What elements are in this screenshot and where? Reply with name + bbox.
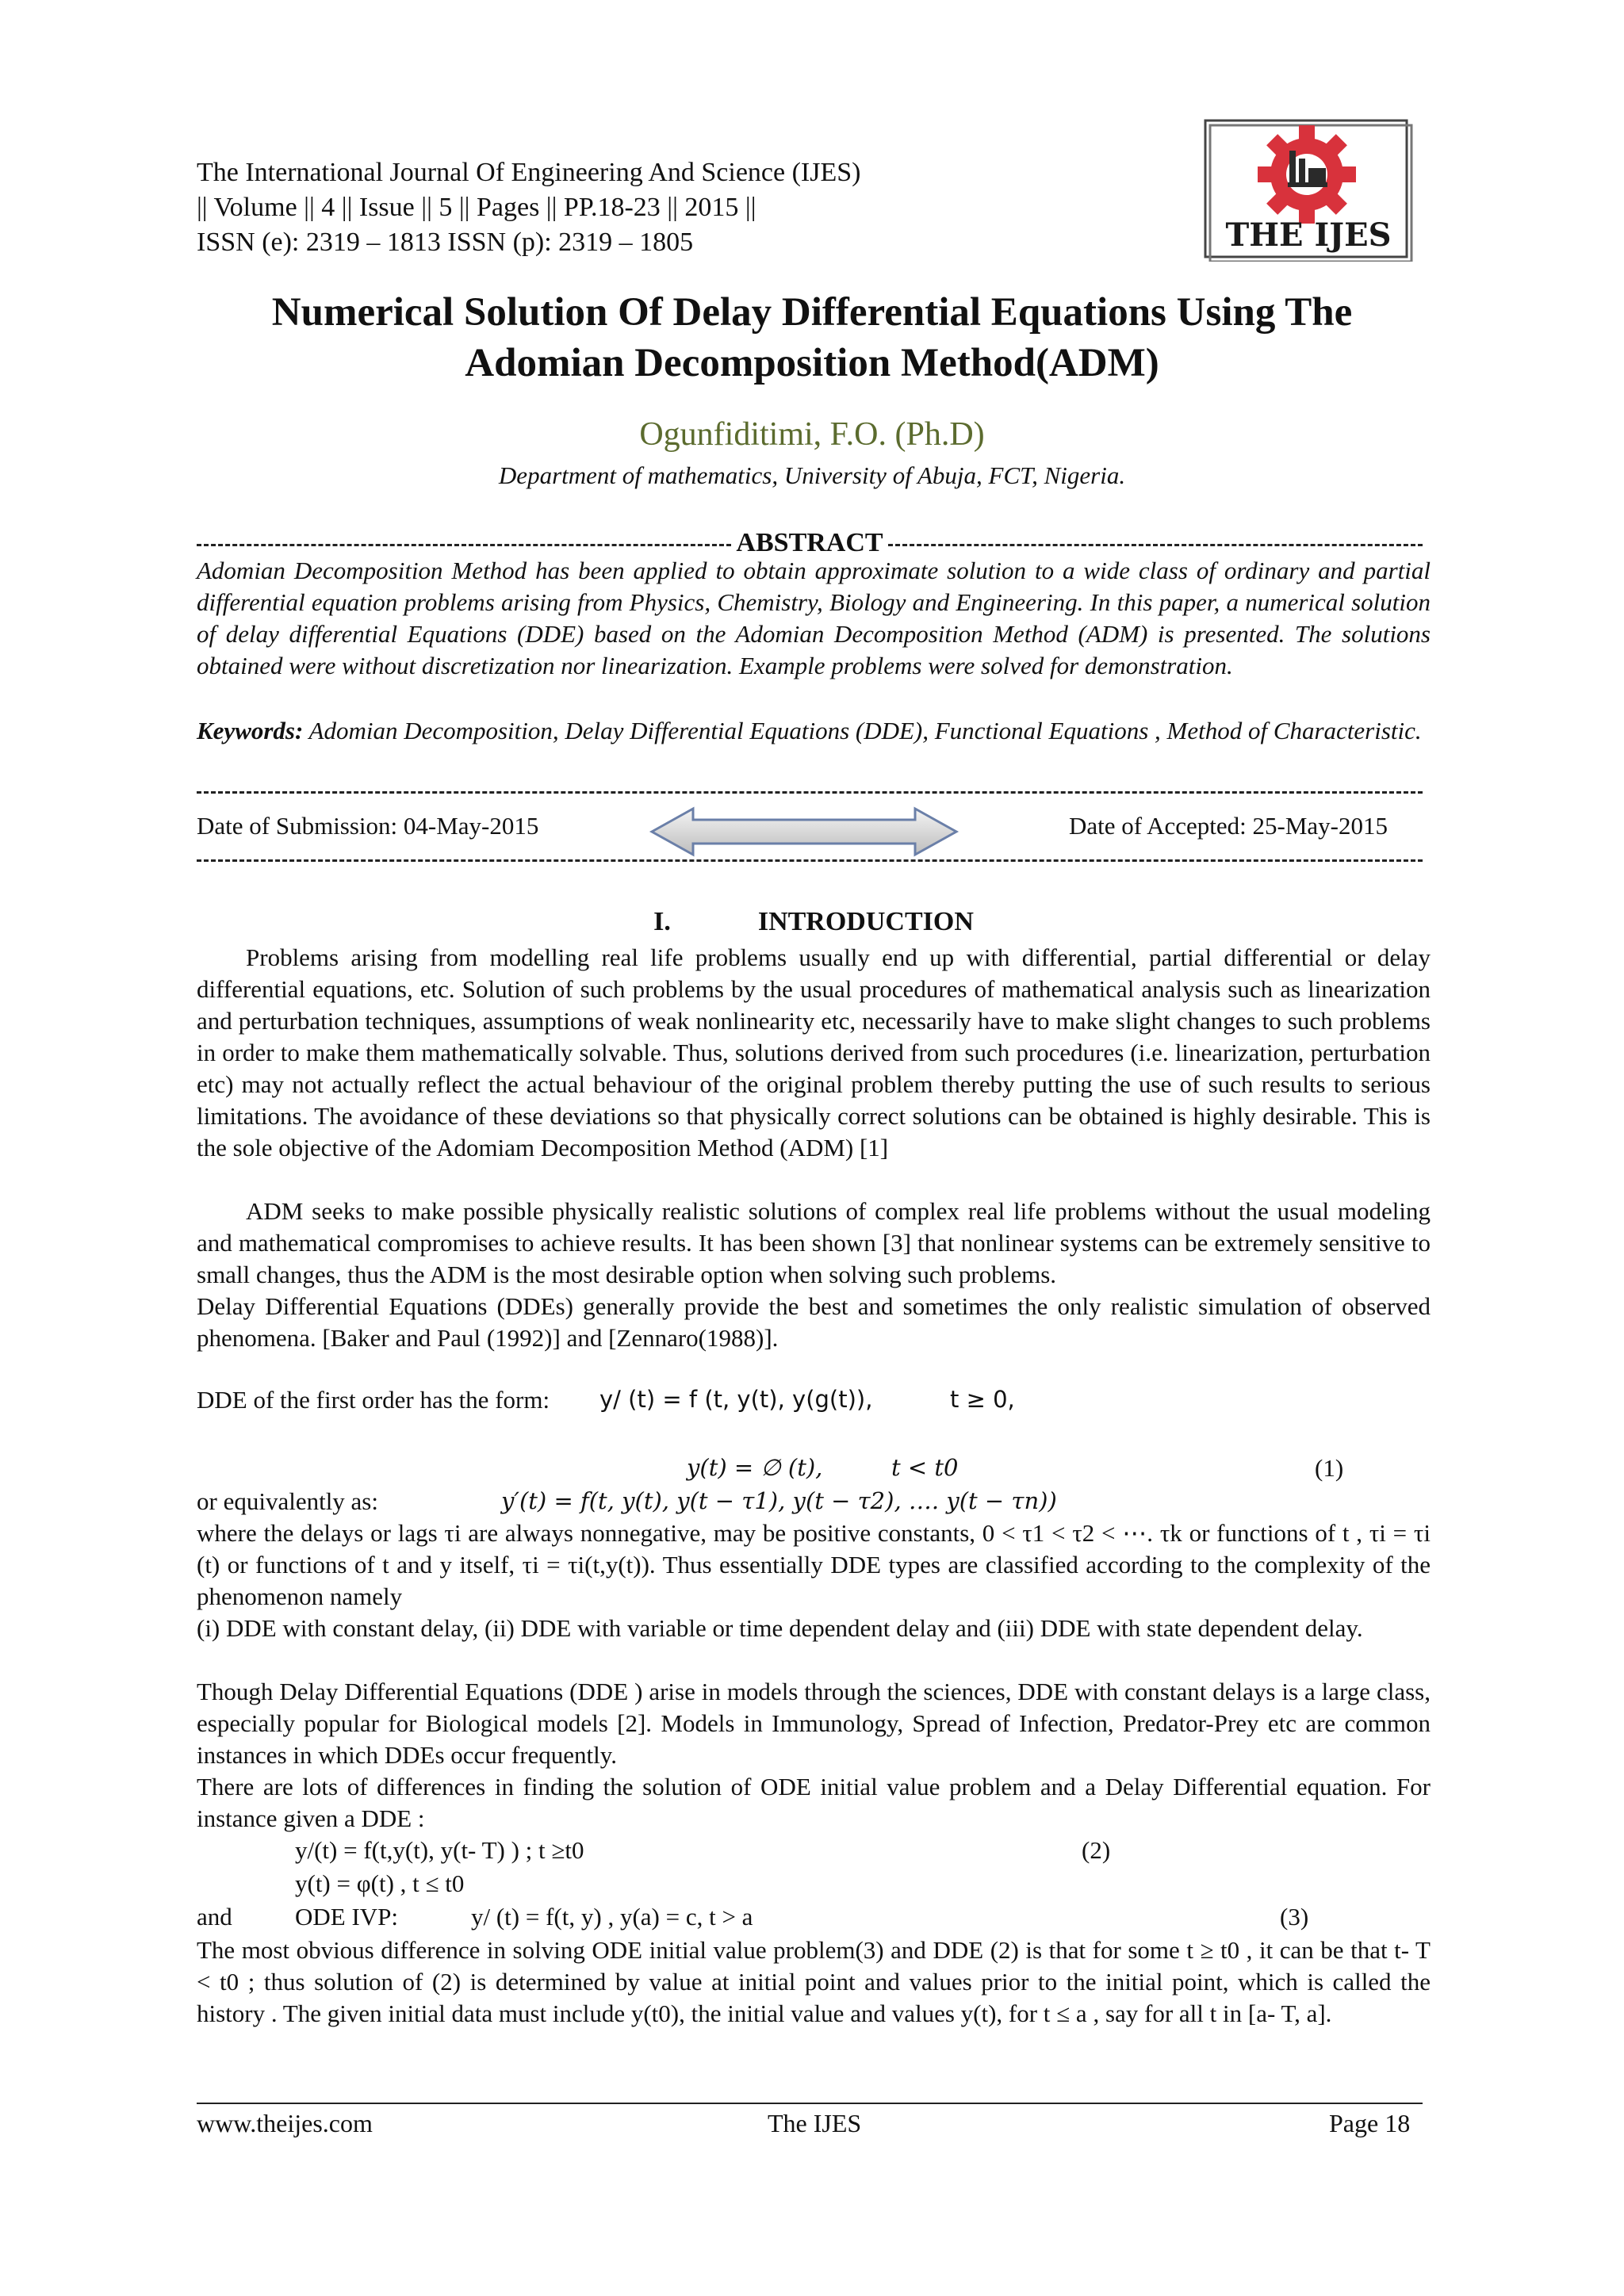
footer-journal: The IJES — [768, 2109, 862, 2137]
equation-1-number: (1) — [1315, 1454, 1344, 1482]
divider — [197, 859, 1423, 862]
intro-paragraph-3: Delay Differential Equations (DDEs) generally provide the best and sometimes the only realistic simulation of observed phenomena. [Baker and Paul (1992)] and [Zennaro(1988)]. — [197, 1292, 1431, 1352]
journal-name: The International Journal Of Engineering And Science (IJES) — [197, 158, 861, 187]
intro-paragraph-8: The most obvious difference in solving ODE initial value problem(3) and DDE (2) is that for some t ≥ t0 , it can be that t- T < t0 ; thus solution of (2) is determined by value at initial point and values prior to the initial point, which is called the history . The given initial data must include y(t0), the initial value and values y(t), for t ≤ a , say for all t in [a- T, a]. — [197, 1936, 1431, 2027]
equation-2a: y/(t) = f(t,y(t), y(t- T) ) ; t ≥t0 — [295, 1836, 584, 1864]
journal-header — [197, 155, 1148, 260]
equation-1: y(t) = ∅ (t), — [687, 1454, 823, 1481]
intro-paragraph-4: where the delays or lags τi are always nonnegative, may be positive constants, 0 < τ1 < τ2 < ⋯. τk or functions of t , τi = τi (t) or functions of t and y itself, τi = τi(t,y(t)). Thus essentially DDE types are classified according to the complexity of the phenomenon namely — [197, 1519, 1431, 1610]
equation-3-and: and — [197, 1903, 232, 1931]
author-name: Ogunfiditimi, F.O. (Ph.D) — [639, 416, 985, 453]
accepted-date: Date of Accepted: 25-May-2015 — [1069, 812, 1388, 840]
submission-date: Date of Submission: 04-May-2015 — [197, 812, 539, 840]
paper-title — [174, 287, 1450, 388]
equation-2b: y(t) = φ(t) , t ≤ t0 — [295, 1869, 465, 1897]
intro-paragraph-1: Problems arising from modelling real life problems usually end up with differential, partial differential or delay differential equations, etc. Solution of such problems by the usual procedures of mathematical analysis such as linearization and perturbation techniques, assumptions of weak nonlinearity etc, necessarily have to make slight changes to such problems in order to make them mathematically solvable. Thus, solutions derived from such procedures (i.e. linearization, perturbation etc) may not actually reflect the actual behaviour of the original problem thereby putting the use of such results to serious limitations. The avoidance of these deviations so that physically correct solutions can be obtained is highly desirable. This is the sole objective of the Adomiam Decomposition Method (ADM) [1] — [197, 943, 1431, 1161]
journal-logo — [1204, 119, 1413, 262]
equation-2-number: (2) — [1082, 1836, 1111, 1864]
section-number: I. — [653, 907, 671, 936]
intro-paragraph-5: (i) DDE with constant delay, (ii) DDE with variable or time dependent delay and (iii) DDE with state dependent delay. — [197, 1614, 1363, 1642]
dde-form-label: DDE of the first order has the form: — [197, 1386, 550, 1414]
intro-paragraph-7: There are lots of differences in finding the solution of ODE initial value problem and a Delay Differential equation. For instance given a DDE : — [197, 1773, 1431, 1832]
volume-info: || Volume || 4 || Issue || 5 || Pages || PP.18-23 || 2015 || — [197, 193, 756, 222]
title-line-2: Adomian Decomposition Method(ADM) — [465, 341, 1159, 385]
abstract-heading: ABSTRACT — [736, 528, 883, 557]
page-number: Page 18 — [1329, 2109, 1411, 2137]
intro-paragraph-6: Though Delay Differential Equations (DDE ) arise in models through the sciences, DDE with constant delays is a large class, especially popular for Biological models [2]. Models in Immunology, Spread of Infection, Predator-Prey etc are common instances in which DDEs occur frequently. — [197, 1678, 1431, 1769]
issn-info: ISSN (e): 2319 – 1813 ISSN (p): 2319 – 1805 — [197, 228, 694, 257]
equation-1-condition: t < t0 — [891, 1454, 959, 1481]
intro-paragraph-2: ADM seeks to make possible physically realistic solutions of complex real life problems without the usual modeling and mathematical compromises to achieve results. It has been shown [3] that nonlinear systems can be extremely sensitive to small changes, thus the ADM is the most desirable option when solving such problems. — [197, 1197, 1431, 1288]
equivalent-label: or equivalently as: — [197, 1487, 378, 1515]
footer-website[interactable]: www.theijes.com — [197, 2109, 373, 2137]
equation-3-number: (3) — [1280, 1903, 1309, 1931]
divider — [197, 791, 1423, 794]
keywords — [197, 715, 1431, 747]
equivalent-equation: y′(t) = f(t, y(t), y(t − τ1), y(t − τ2), …. y(t − τn)) — [501, 1487, 1057, 1514]
equation-3: y/ (t) = f(t, y) , y(a) = c, t > a — [471, 1903, 753, 1931]
dde-form-equation: y/ (t) = f (t, y(t), y(g(t)), — [599, 1386, 873, 1413]
logo-text: THE IJES — [1225, 216, 1392, 254]
double-arrow-icon — [649, 806, 959, 858]
dde-form-condition: t ≥ 0, — [950, 1386, 1015, 1413]
gear-logo-icon — [1204, 119, 1413, 262]
equation-3-label: ODE IVP: — [295, 1903, 399, 1931]
keywords-text: Adomian Decomposition, Delay Differential Equations (DDE), Functional Equations , Method of Characteristic. — [303, 717, 1422, 744]
divider — [888, 544, 1423, 546]
footer-rule — [197, 2103, 1423, 2104]
abstract-text: Adomian Decomposition Method has been applied to obtain approximate solution to a wide class of ordinary and partial differential equation problems arising from Physics, Chemistry, Biology and Engineering. In this paper, a numerical solution of delay differential Equations (DDE) based on the Adomian Decomposition Method (ADM) is presented. The solutions obtained were without discretization nor linearization. Example problems were solved for demonstration. — [197, 557, 1431, 679]
author-affiliation: Department of mathematics, University of Abuja, FCT, Nigeria. — [498, 461, 1126, 489]
title-line-1: Numerical Solution Of Delay Differential Equations Using The — [271, 290, 1353, 335]
section-title: INTRODUCTION — [757, 907, 974, 936]
keywords-label: Keywords: — [197, 717, 304, 744]
divider — [197, 544, 731, 546]
section-heading — [197, 907, 1431, 937]
